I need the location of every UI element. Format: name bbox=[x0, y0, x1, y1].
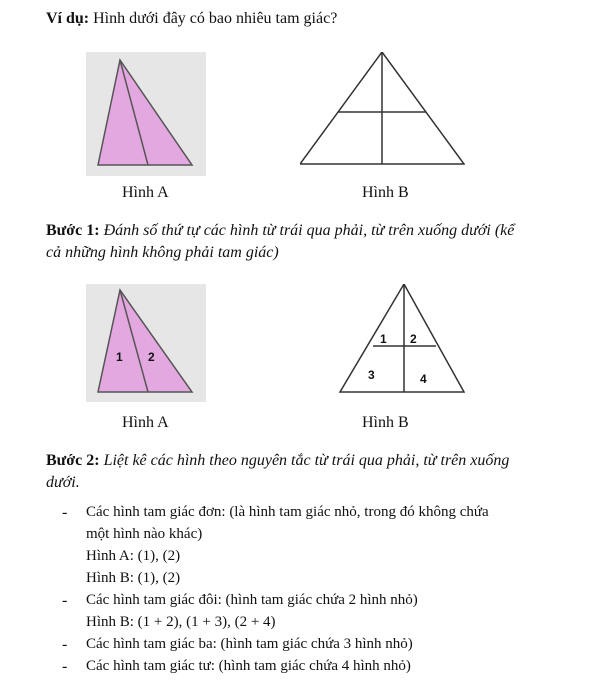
step1-line1 bbox=[46, 220, 514, 242]
step1-label: Bước 1: bbox=[46, 222, 100, 239]
figure-b-top-triangle bbox=[300, 52, 465, 170]
list-item1-line2: một hình nào khác) bbox=[86, 526, 203, 542]
figure-b-number-3: 3 bbox=[368, 368, 375, 382]
list-dash-1: - bbox=[62, 504, 68, 521]
example-line bbox=[46, 8, 337, 30]
figure-a-number-1: 1 bbox=[116, 350, 123, 364]
step2-label: Bước 2: bbox=[46, 452, 100, 469]
list-item1-a: Hình A: (1), (2) bbox=[86, 548, 181, 564]
step1-text-line2: cả những hình không phải tam giác) bbox=[46, 244, 279, 261]
list-item1-b: Hình B: (1), (2) bbox=[86, 570, 181, 586]
figure-b-number-4: 4 bbox=[420, 372, 427, 386]
figure-b-numbered bbox=[300, 284, 465, 396]
triangle-b2-outer bbox=[340, 284, 464, 392]
list-dash-3: - bbox=[62, 636, 68, 653]
figure-a-number-2: 2 bbox=[148, 350, 155, 364]
step2-line1 bbox=[46, 450, 509, 472]
figure-a-numbered bbox=[86, 284, 206, 402]
caption-b-top: Hình B bbox=[362, 184, 409, 201]
figure-b-number-1: 1 bbox=[380, 332, 387, 346]
figure-a-top-triangle bbox=[86, 52, 206, 176]
list-dash-4: - bbox=[62, 658, 68, 675]
example-label: Ví dụ: bbox=[46, 10, 90, 27]
figure-a-top bbox=[86, 52, 206, 176]
caption-b-numbered: Hình B bbox=[362, 414, 409, 431]
list-item1-line1: Các hình tam giác đơn: (là hình tam giác nhỏ, trong đó không chứa bbox=[86, 504, 489, 520]
figure-b-top bbox=[300, 52, 465, 170]
list-item3: Các hình tam giác ba: (hình tam giác chứa 3 hình nhỏ) bbox=[86, 636, 413, 652]
list-dash-2: - bbox=[62, 592, 68, 609]
caption-a-top: Hình A bbox=[122, 184, 169, 201]
caption-a-numbered: Hình A bbox=[122, 414, 169, 431]
list-item2-b: Hình B: (1 + 2), (1 + 3), (2 + 4) bbox=[86, 614, 276, 630]
step2-text-line2: dưới. bbox=[46, 474, 80, 491]
step1-text-line1: Đánh số thứ tự các hình từ trái qua phải, từ trên xuống dưới (kể bbox=[103, 222, 515, 239]
figure-b-number-2: 2 bbox=[410, 332, 417, 346]
triangle-a2-outer bbox=[98, 290, 192, 392]
figure-a-numbered-triangle bbox=[86, 284, 206, 402]
example-question: Hình dưới đây có bao nhiêu tam giác? bbox=[93, 10, 338, 27]
list-item4: Các hình tam giác tư: (hình tam giác chứa 4 hình nhỏ) bbox=[86, 658, 411, 674]
list-item2: Các hình tam giác đôi: (hình tam giác chứa 2 hình nhỏ) bbox=[86, 592, 418, 608]
step2-text-line1: Liệt kê các hình theo nguyên tắc từ trái qua phải, từ trên xuống bbox=[103, 452, 510, 469]
triangle-a-outer bbox=[98, 60, 192, 165]
